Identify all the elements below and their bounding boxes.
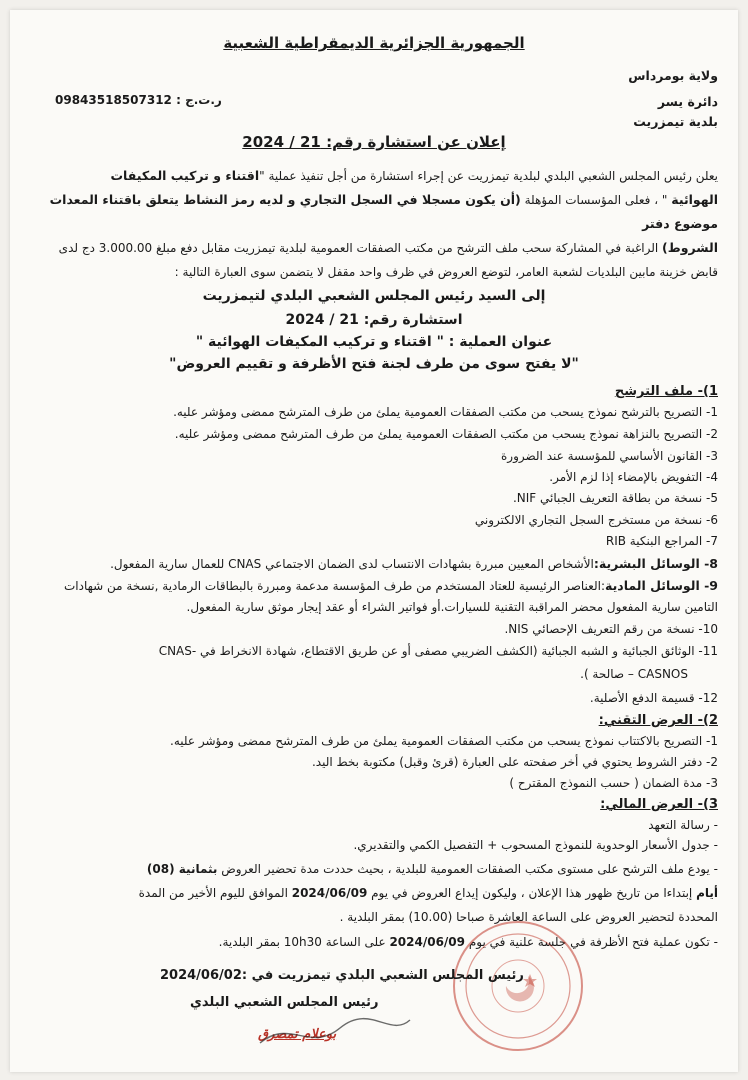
commune-label: بلدية تيمزريت — [633, 114, 718, 129]
section1-item-10: 10- نسخة من رقم التعريف الإحصائي NIS. — [504, 622, 718, 636]
envelope-line-2: استشارة رقم: 21 / 2024 — [285, 312, 463, 328]
intro-line-4: قابض خزينة مابين البلديات لشعبة العامر، لتوضع العروض في ظرف واحد مقفل لا يتضمن سوى العبارة التالية : — [174, 265, 718, 279]
section2-item: 1- التصريح بالاكتتاب نموذج يسحب من مكتب الصفقات العمومية يملئ من طرف المترشح ممضى ومؤشر عليه. — [170, 734, 718, 748]
envelope-line-4: "لا يفتح سوى من طرف لجنة فتح الأظرفة و تقييم العروض" — [169, 356, 579, 372]
section1-item: 3- القانون الأساسي للمؤسسة عند الضرورة — [501, 449, 718, 463]
section1-item: 6- نسخة من مستخرج السجل التجاري الالكتروني — [474, 513, 718, 527]
envelope-line-1: إلى السيد رئيس المجلس الشعبي البلدي لتيمزريت — [202, 288, 546, 304]
closing-line-1: - يودع ملف الترشح على مستوى مكتب الصفقات العمومية للبلدية ، بحيث حددت مدة تحضير العروض بثمانية (08) — [146, 862, 718, 876]
signature-date-line: رئيس المجلس الشعبي البلدي تيمزريت في :2024/06/02 — [160, 968, 524, 983]
ref-label: ر.ت.ج : — [176, 93, 222, 107]
intro-paragraph — [28, 164, 718, 284]
section1-item: 1- التصريح بالترشح نموذج يسحب من مكتب الصفقات العمومية يملئ من طرف المترشح ممضى ومؤشر عليه. — [173, 405, 718, 419]
section1-item: 4- التفويض بالإمضاء إذا لزم الأمر. — [549, 470, 718, 484]
envelope-line-3: عنوان العملية : " اقتناء و تركيب المكيفات الهوائية " — [195, 334, 553, 350]
official-stamp-icon — [448, 916, 588, 1056]
intro-line-1: يعلن رئيس المجلس الشعبي البلدي لبلدية تيمزريت عن إجراء استشارة من أجل تنفيذ عملية "اقتناء و تركيب المكيفات — [110, 168, 718, 183]
section2-item: 3- مدة الضمان ( حسب النموذج المقترح ) — [509, 776, 718, 790]
closing-line-2: أيام إبتداءا من تاريخ ظهور هذا الإعلان ، وليكون إيداع العروض في يوم 2024/06/09 الموافق لليوم الأخير من المدة — [138, 886, 718, 900]
section1-item: 2- التصريح بالنزاهة نموذج يسحب من مكتب الصفقات العمومية يملئ من طرف المترشح ممضى ومؤشر عليه. — [174, 427, 718, 441]
ref-value: 09843518507312 — [55, 93, 172, 107]
closing-line-3: المحددة لتحضير العروض على الساعة العاشرة صباحا (10.00) بمقر البلدية . — [339, 910, 718, 924]
section1-item-9a: 9- الوسائل المادية:العناصر الرئيسية للعتاد المستخدم من طرف المؤسسة مدعمة ومبررة بالبطاقات الرمادية ,نسخة من شهادات — [64, 578, 718, 593]
section1-item: 7- المراجع البنكية RIB — [605, 534, 718, 548]
intro-line-3: الشروط) الراغبة في المشاركة سحب ملف الترشح من مكتب الصفقات العمومية لبلدية تيمزريت مقابل دفع مبلغ 3.000.00 دج لدى — [58, 240, 718, 255]
section3-item: - رسالة التعهد — [648, 818, 718, 832]
announcement-title: إعلان عن استشارة رقم: 21 / 2024 — [242, 133, 506, 151]
wilaya-label: ولاية بومرداس — [628, 68, 718, 83]
section1-item-9b: التامين سارية المفعول محضر المراقبة التقنية للسيارات.أو فواتير الشراء أو عقد إيجار موثق سارية المفعول. — [186, 600, 718, 614]
closing-line-4: - تكون عملية فتح الأظرفة في جلسة علنية في يوم 2024/06/09 على الساعة 10h30 بمقر البلدية. — [218, 935, 718, 949]
intro-line-2: الهوائية " ، فعلى المؤسسات المؤهلة (أن يكون مسجلا في السجل التجاري و لديه رمز النشاط يتعلق باقتناء المعدات موضوع دفتر — [49, 192, 718, 231]
republic-title: الجمهورية الجزائرية الديمقراطية الشعبية — [223, 34, 525, 52]
signature-role: رئيس المجلس الشعبي البلدي — [190, 995, 379, 1010]
section1-item-12: 12- قسيمة الدفع الأصلية. — [589, 691, 718, 705]
section1-item-11a: 11- الوثائق الجبائية و الشبه الجبائية (الكشف الضريبي مصفى أو عن طريق الاقتطاع، شهادة الانخراط في -CNAS — [158, 644, 718, 658]
section2-item: 2- دفتر الشروط يحتوي في أخر صفحته على العبارة (قرئ وقبل) مكتوبة بخط اليد. — [311, 755, 718, 769]
section1-item-8: 8- الوسائل البشرية:الأشخاص المعيين مبررة بشهادات الانتساب لدى الضمان الاجتماعي CNAS للعمال سارية المفعول. — [110, 556, 718, 571]
section3-item: - جدول الأسعار الوحدوية للنموذج المسحوب + التفصيل الكمي والتقديري. — [353, 838, 718, 852]
section3-title: 3)- العرض المالي: — [600, 797, 718, 812]
signature-name: بوعلام تمصرق — [258, 1027, 337, 1042]
section1-title: 1)- ملف الترشح — [614, 384, 718, 399]
daira-label: دائرة يسر — [657, 94, 718, 109]
handwritten-signature-icon — [250, 1008, 420, 1058]
section1-item: 5- نسخة من بطاقة التعريف الجبائي NIF. — [512, 491, 718, 505]
section2-title: 2)- العرض التقني: — [598, 713, 718, 728]
section1-item-11b: CASNOS – صالحة ). — [580, 667, 688, 681]
ref-number — [55, 93, 222, 107]
